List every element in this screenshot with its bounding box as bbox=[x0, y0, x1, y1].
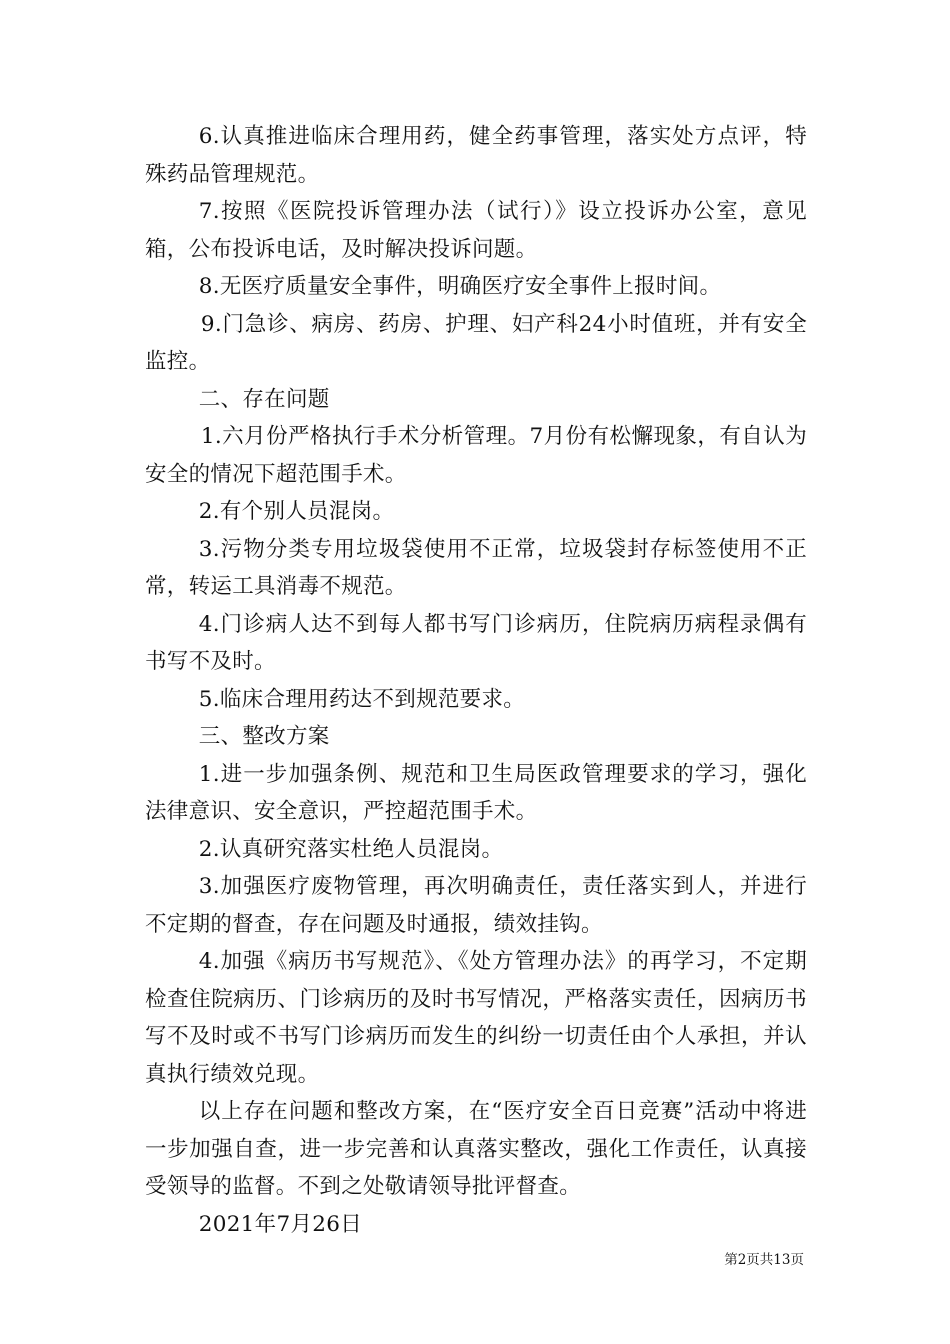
problem-item-2: 2.有个别人员混岗。 bbox=[198, 499, 395, 524]
document-date: 2021年7月26日 bbox=[198, 1211, 363, 1237]
paragraph-item-7: 7.按照《医院投诉管理办法（试行）》设立投诉办公室，意见箱，公布投诉电话，及时解决投诉问题。 bbox=[145, 199, 807, 262]
problem-item-4: 4.门诊病人达不到每人都书写门诊病历，住院病历病程录偶有书写不及时。 bbox=[145, 611, 807, 674]
rectification-item-2: 2.认真研究落实杜绝人员混岗。 bbox=[198, 836, 504, 862]
section-heading-rectification: 三、整改方案 bbox=[198, 724, 330, 749]
problem-item-1: 1.六月份严格执行手术分析管理。7月份有松懈现象，有自认为安全的情况下超范围手术。 bbox=[145, 424, 807, 487]
document-body bbox=[145, 118, 807, 1243]
rectification-item-3: 3.加强医疗废物管理，再次明确责任，责任落实到人，并进行不定期的督查，存在问题及时通报，绩效挂钩。 bbox=[145, 874, 807, 937]
closing-paragraph: 以上存在问题和整改方案，在“医疗安全百日竞赛”活动中将进一步加强自查，进一步完善和认真落实整改，强化工作责任，认真接受领导的监督。不到之处敬请领导批评督查。 bbox=[145, 1099, 807, 1199]
problem-item-3: 3.污物分类专用垃圾袋使用不正常，垃圾袋封存标签使用不正常，转运工具消毒不规范。 bbox=[145, 536, 807, 599]
section-heading-problems: 二、存在问题 bbox=[198, 386, 330, 412]
paragraph-item-6: 6.认真推进临床合理用药，健全药事管理，落实处方点评，特殊药品管理规范。 bbox=[145, 124, 807, 187]
page-number-footer: 第2页共13页 bbox=[724, 1252, 804, 1268]
paragraph-item-8: 8.无医疗质量安全事件，明确医疗安全事件上报时间。 bbox=[198, 274, 722, 299]
problem-item-5: 5.临床合理用药达不到规范要求。 bbox=[198, 686, 526, 712]
rectification-item-4: 4.加强《病历书写规范》、《处方管理办法》的再学习，不定期检查住院病历、门诊病历的及时书写情况，严格落实责任，因病历书写不及时或不书写门诊病历而发生的纠纷一切责任由个人承担，并认真执行绩效兑现。 bbox=[145, 949, 807, 1087]
paragraph-item-9: 9.门急诊、病房、药房、护理、妇产科24小时值班，并有安全监控。 bbox=[145, 311, 807, 374]
rectification-item-1: 1.进一步加强条例、规范和卫生局医政管理要求的学习，强化法律意识、安全意识，严控超范围手术。 bbox=[145, 761, 807, 824]
